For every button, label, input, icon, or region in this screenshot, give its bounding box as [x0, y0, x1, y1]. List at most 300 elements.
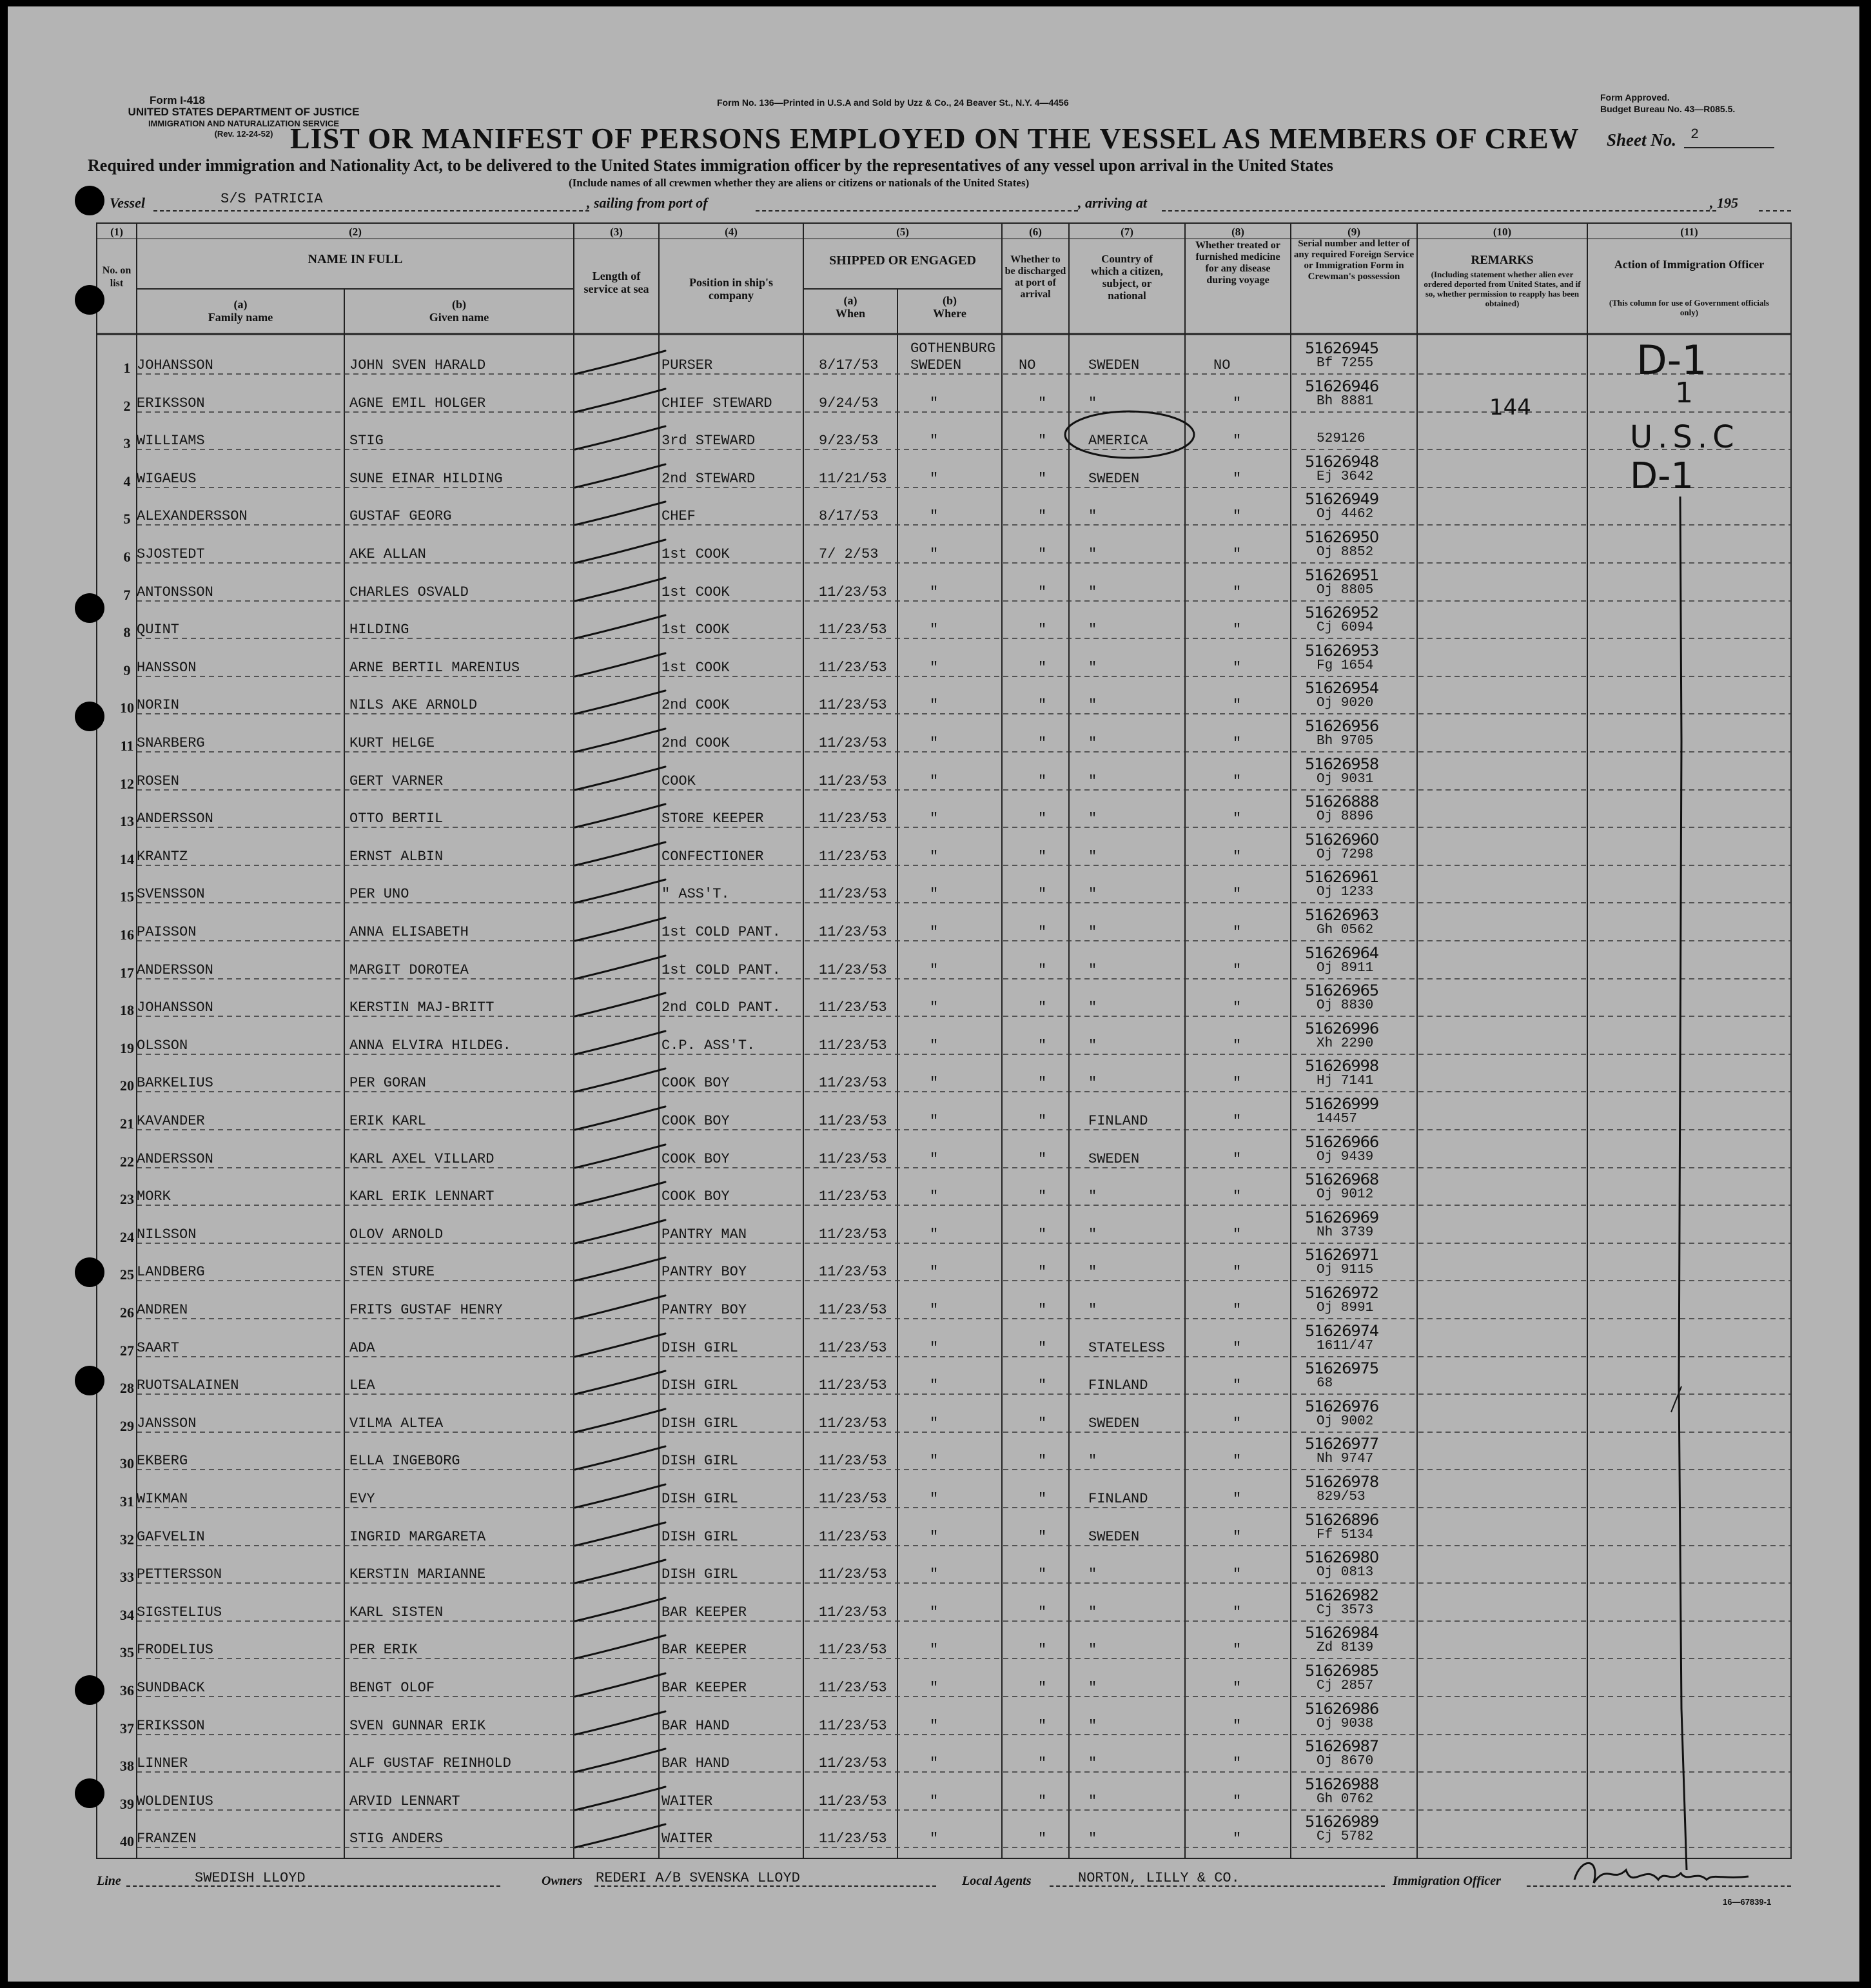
col5-header: SHIPPED OR ENGAGED: [829, 253, 976, 268]
service-slash: [575, 426, 665, 449]
discharge: ": [1038, 1642, 1047, 1658]
table-row: [8, 1130, 1859, 1168]
service-slash: [575, 804, 665, 827]
country: ": [1088, 1264, 1097, 1280]
position: 1st COOK: [661, 546, 730, 562]
col10-note: (Including statement whether alien ever ordered deported from United States, and if so, whether permission to reapply has been obtained): [1424, 270, 1581, 308]
shipped-when: 11/23/53: [819, 1755, 887, 1771]
discharge: ": [1038, 886, 1047, 902]
family-name: JANSSON: [137, 1415, 197, 1432]
binder-hole: [75, 702, 104, 731]
given-name: KARL ERIK LENNART: [349, 1188, 495, 1205]
given-name: ANNA ELISABETH: [349, 924, 469, 940]
position: PANTRY MAN: [661, 1226, 747, 1243]
position: WAITER: [661, 1831, 713, 1847]
table-row: [8, 979, 1859, 1016]
discharge: ": [1038, 962, 1047, 978]
table-row: [8, 564, 1859, 601]
shipped-where: ": [930, 1453, 939, 1469]
position: DISH GIRL: [661, 1415, 738, 1432]
row-number: 20: [120, 1078, 134, 1094]
agents-value: NORTON, LILLY & CO.: [1078, 1870, 1240, 1886]
form-subtitle-note: (Include names of all crewmen whether they are aliens or citizens or nationals of the United States): [569, 177, 1030, 189]
medicine: ": [1233, 1529, 1242, 1545]
table-row: [8, 1054, 1859, 1092]
discharge: ": [1038, 1566, 1047, 1582]
position: WAITER: [661, 1793, 713, 1809]
service-slash: [575, 1371, 665, 1394]
discharge: ": [1038, 1793, 1047, 1809]
country: ": [1088, 622, 1097, 638]
service-slash: [575, 464, 665, 487]
country: FINLAND: [1088, 1491, 1148, 1507]
family-name: WIGAEUS: [137, 471, 197, 487]
family-name: SVENSSON: [137, 886, 205, 902]
position: 1st COOK: [661, 622, 730, 638]
col2-number: (2): [349, 226, 362, 238]
medicine: ": [1233, 697, 1242, 713]
agents-label: Local Agents: [962, 1874, 1032, 1888]
family-name: SAART: [137, 1340, 180, 1356]
revision-date: (Rev. 12-24-52): [214, 129, 273, 139]
form-approved: Form Approved.: [1600, 92, 1670, 103]
serial-number: 51626985: [1305, 1662, 1379, 1680]
service-slash: [575, 351, 665, 374]
given-name: BENGT OLOF: [349, 1680, 435, 1696]
serial-number: 51626982: [1305, 1586, 1379, 1604]
discharge: ": [1038, 1151, 1047, 1167]
country: ": [1088, 584, 1097, 600]
position: BAR HAND: [661, 1755, 730, 1771]
service-slash: [575, 389, 665, 412]
table-row: [8, 903, 1859, 941]
table-row: [8, 601, 1859, 638]
service-slash: [575, 1295, 665, 1319]
col5-number: (5): [896, 226, 909, 238]
discharge: ": [1038, 1529, 1047, 1545]
shipped-where: ": [930, 1529, 939, 1545]
given-name: KERSTIN MAJ-BRITT: [349, 999, 495, 1016]
certificate: Oj 1233: [1317, 885, 1374, 900]
country: ": [1088, 773, 1097, 789]
shipped-when: 11/23/53: [819, 1188, 887, 1205]
col8-number: (8): [1231, 226, 1244, 238]
discharge: ": [1038, 1038, 1047, 1054]
service-slash: [575, 653, 665, 676]
shipped-where: ": [930, 622, 939, 638]
given-name: PER GORAN: [349, 1075, 426, 1091]
country: ": [1088, 1566, 1097, 1582]
shipped-when: 11/23/53: [819, 697, 887, 713]
country: FINLAND: [1088, 1113, 1148, 1129]
table-row: [8, 1508, 1859, 1546]
position: BAR HAND: [661, 1718, 730, 1734]
given-name: MARGIT DOROTEA: [349, 962, 469, 978]
table-row: [8, 676, 1859, 714]
service-slash: [575, 729, 665, 752]
given-name: ELLA INGEBORG: [349, 1453, 460, 1469]
service-name: IMMIGRATION AND NATURALIZATION SERVICE: [148, 119, 340, 128]
position: 2nd COLD PANT.: [661, 999, 781, 1016]
row-number: 29: [120, 1418, 134, 1434]
shipped-when: 11/23/53: [819, 1529, 887, 1545]
family-name: LANDBERG: [137, 1264, 205, 1280]
row-number: 16: [120, 927, 134, 943]
line-label: Line: [97, 1874, 121, 1888]
shipped-when: 11/23/53: [819, 1264, 887, 1280]
family-name: ANDERSSON: [137, 962, 213, 978]
table-row: [8, 1621, 1859, 1658]
line-value: SWEDISH LLOYD: [195, 1870, 306, 1886]
table-row: [8, 1659, 1859, 1697]
row-number: 32: [120, 1531, 134, 1548]
shipped-when: 7/ 2/53: [819, 546, 879, 562]
given-name: NILS AKE ARNOLD: [349, 697, 478, 713]
shipped-when: 9/23/53: [819, 433, 879, 449]
medicine: ": [1233, 1793, 1242, 1809]
certificate: Cj 6094: [1317, 620, 1374, 635]
shipped-when: 11/23/53: [819, 1226, 887, 1243]
certificate: Zd 8139: [1317, 1640, 1374, 1655]
col1-header: No. on list: [102, 265, 132, 289]
given-name: ERNST ALBIN: [349, 849, 444, 865]
given-name: PER UNO: [349, 886, 409, 902]
sailing-label: , sailing from port of: [587, 195, 708, 211]
country: ": [1088, 1642, 1097, 1658]
row-number: 27: [120, 1343, 134, 1359]
family-name: NILSSON: [137, 1226, 197, 1243]
family-name: SJOSTEDT: [137, 546, 205, 562]
discharge: ": [1038, 1377, 1047, 1393]
certificate: 1611/47: [1317, 1339, 1374, 1353]
shipped-when: 11/23/53: [819, 1831, 887, 1847]
position: 1st COLD PANT.: [661, 924, 781, 940]
position: CHIEF STEWARD: [661, 395, 772, 411]
col2-header: NAME IN FULL: [308, 252, 403, 266]
manifest-sheet: [8, 6, 1859, 1982]
row-number: 14: [120, 851, 134, 867]
service-slash: [575, 767, 665, 790]
given-name: GERT VARNER: [349, 773, 444, 789]
serial-number: 51626999: [1305, 1095, 1379, 1113]
table-row: [8, 941, 1859, 979]
discharge: ": [1038, 1491, 1047, 1507]
vessel-label: Vessel: [110, 195, 145, 211]
table-row: [8, 753, 1859, 790]
country: ": [1088, 1793, 1097, 1809]
serial-number: 51626966: [1305, 1133, 1379, 1151]
discharge: ": [1038, 999, 1047, 1016]
country: ": [1088, 697, 1097, 713]
table-row: [8, 714, 1859, 752]
table-row: [8, 1281, 1859, 1319]
shipped-where: ": [930, 433, 939, 449]
service-slash: [575, 502, 665, 525]
serial-number: 51626964: [1305, 944, 1379, 962]
country: ": [1088, 508, 1097, 524]
given-name: JOHN SVEN HARALD: [349, 357, 486, 373]
certificate: Oj 8670: [1317, 1754, 1374, 1769]
given-name: STEN STURE: [349, 1264, 435, 1280]
row-number: 33: [120, 1569, 134, 1585]
service-slash: [575, 1220, 665, 1243]
shipped-where: ": [930, 962, 939, 978]
shipped-where: ": [930, 1188, 939, 1205]
service-slash: [575, 993, 665, 1016]
row-number: 31: [120, 1493, 134, 1510]
medicine: ": [1233, 1415, 1242, 1432]
certificate: Nh 9747: [1317, 1452, 1374, 1466]
row-number: 11: [120, 738, 134, 754]
discharge: ": [1038, 1264, 1047, 1280]
col10-number: (10): [1493, 226, 1512, 238]
given-name: CHARLES OSVALD: [349, 584, 469, 600]
action-one: 1: [1675, 377, 1693, 409]
binder-hole: [75, 186, 104, 215]
shipped-when: 11/23/53: [819, 735, 887, 751]
serial-number: 51626969: [1305, 1208, 1379, 1226]
col2a-header: (a) Family name: [208, 298, 273, 324]
table-row: [8, 1584, 1859, 1621]
row-number: 5: [123, 511, 131, 527]
shipped-when: 11/23/53: [819, 1566, 887, 1582]
discharge: ": [1038, 1113, 1047, 1129]
row-number: 36: [120, 1682, 134, 1698]
shipped-where: ": [930, 924, 939, 940]
serial-number: 51626958: [1305, 755, 1379, 773]
medicine: ": [1233, 1302, 1242, 1318]
shipped-when: 11/23/53: [819, 1377, 887, 1393]
shipped-where: ": [930, 1340, 939, 1356]
certificate: Oj 8911: [1317, 961, 1374, 976]
discharge: ": [1038, 1075, 1047, 1091]
service-slash: [575, 1560, 665, 1583]
position: BAR KEEPER: [661, 1604, 747, 1620]
row-number: 23: [120, 1191, 134, 1207]
line-rule: [126, 1885, 500, 1887]
shipped-where: ": [930, 471, 939, 487]
table-row: [8, 337, 1859, 374]
shipped-when: 11/23/53: [819, 773, 887, 789]
medicine: ": [1233, 1038, 1242, 1054]
country: ": [1088, 1680, 1097, 1696]
col7-number: (7): [1121, 226, 1133, 238]
shipped-where: ": [930, 811, 939, 827]
given-name: ERIK KARL: [349, 1113, 426, 1129]
certificate: Hj 7141: [1317, 1074, 1374, 1088]
medicine: ": [1233, 584, 1242, 600]
service-slash: [575, 1182, 665, 1205]
col5a-header: (a) When: [835, 294, 865, 320]
country: ": [1088, 1453, 1097, 1469]
serial-number: 51626953: [1305, 642, 1379, 660]
country: ": [1088, 811, 1097, 827]
shipped-where: ": [930, 1793, 939, 1809]
discharge: ": [1038, 849, 1047, 865]
table-row: [8, 1697, 1859, 1735]
shipped-when: 11/23/53: [819, 1415, 887, 1432]
given-name: KARL SISTEN: [349, 1604, 444, 1620]
position: " ASS'T.: [661, 886, 730, 902]
discharge: ": [1038, 1453, 1047, 1469]
row-number: 8: [123, 624, 131, 640]
medicine: ": [1233, 1718, 1242, 1734]
shipped-when: 9/24/53: [819, 395, 879, 411]
row-number: 37: [120, 1720, 134, 1737]
service-slash: [575, 1824, 665, 1847]
table-row: [8, 1470, 1859, 1508]
family-name: MORK: [137, 1188, 171, 1205]
shipped-when: 11/23/53: [819, 1113, 887, 1129]
col5b-header: (b) Where: [933, 294, 966, 320]
certificate: Oj 8852: [1317, 545, 1374, 560]
shipped-when: 8/17/53: [819, 508, 879, 524]
medicine: ": [1233, 1340, 1242, 1356]
service-checkmarks: [543, 329, 704, 1876]
binder-hole: [75, 593, 104, 623]
row-number: 4: [123, 473, 131, 489]
row-number: 7: [123, 587, 131, 603]
form-title: LIST OR MANIFEST OF PERSONS EMPLOYED ON THE VESSEL AS MEMBERS OF CREW: [290, 122, 1580, 155]
position: COOK BOY: [661, 1188, 730, 1205]
family-name: QUINT: [137, 622, 180, 638]
sheet-no-value: 2: [1690, 126, 1700, 143]
country: ": [1088, 660, 1097, 676]
certificate: Xh 2290: [1317, 1036, 1374, 1051]
row-number: 38: [120, 1758, 134, 1774]
service-slash: [575, 1257, 665, 1281]
medicine: ": [1233, 622, 1242, 638]
service-slash: [575, 1068, 665, 1092]
binder-hole: [75, 1366, 104, 1395]
medicine: ": [1233, 811, 1242, 827]
certificate: 529126: [1317, 431, 1366, 446]
shipped-when: 11/23/53: [819, 1491, 887, 1507]
family-name: ERIKSSON: [137, 1718, 205, 1734]
given-name: KURT HELGE: [349, 735, 435, 751]
position: CHEF: [661, 508, 696, 524]
position: BAR KEEPER: [661, 1680, 747, 1696]
medicine: ": [1233, 433, 1242, 449]
position: DISH GIRL: [661, 1377, 738, 1393]
given-name: KERSTIN MARIANNE: [349, 1566, 486, 1582]
position: PURSER: [661, 357, 713, 373]
family-name: SNARBERG: [137, 735, 205, 751]
table-row: [8, 1092, 1859, 1130]
shipped-when: 11/23/53: [819, 1340, 887, 1356]
family-name: BARKELIUS: [137, 1075, 213, 1091]
discharge: ": [1038, 1226, 1047, 1243]
row-number: 12: [120, 776, 134, 792]
shipped-where: ": [930, 999, 939, 1016]
discharge: ": [1038, 660, 1047, 676]
given-name: ALF GUSTAF REINHOLD: [349, 1755, 511, 1771]
medicine: ": [1233, 1453, 1242, 1469]
action-usc: U.S.C: [1630, 419, 1739, 455]
serial-number: 51626954: [1305, 679, 1379, 697]
shipped-where: ": [930, 735, 939, 751]
row-number: 22: [120, 1154, 134, 1170]
department-name: UNITED STATES DEPARTMENT OF JUSTICE: [128, 106, 360, 118]
given-name: HILDING: [349, 622, 409, 638]
table-row: [8, 487, 1859, 525]
binder-hole: [75, 285, 104, 315]
shipped-where: ": [930, 1151, 939, 1167]
family-name: PETTERSSON: [137, 1566, 222, 1582]
table-row: [8, 639, 1859, 676]
serial-number: 51626975: [1305, 1359, 1379, 1377]
col10-header: REMARKS: [1471, 253, 1534, 267]
country: ": [1088, 962, 1097, 978]
certificate: Oj 8991: [1317, 1301, 1374, 1315]
col11-note: (This column for use of Government officials only): [1609, 298, 1770, 317]
country: FINLAND: [1088, 1377, 1148, 1393]
family-name: WIKMAN: [137, 1491, 188, 1507]
country: ": [1088, 999, 1097, 1016]
service-slash: [575, 1409, 665, 1432]
medicine: ": [1233, 1604, 1242, 1620]
certificate: Oj 8830: [1317, 998, 1374, 1013]
table-row: [8, 865, 1859, 903]
owners-rule: [594, 1885, 936, 1887]
form-code: 16—67839-1: [1723, 1897, 1772, 1907]
service-slash: [575, 1107, 665, 1130]
action-bracket-line: [1658, 484, 1710, 1876]
family-name: KAVANDER: [137, 1113, 205, 1129]
certificate: Oj 7298: [1317, 847, 1374, 862]
shipped-where: ": [930, 1755, 939, 1771]
shipped-when: 11/23/53: [819, 1453, 887, 1469]
country: ": [1088, 546, 1097, 562]
certificate: Cj 2857: [1317, 1678, 1374, 1693]
position: PANTRY BOY: [661, 1264, 747, 1280]
certificate: Oj 9115: [1317, 1263, 1374, 1277]
sheet-no-label: Sheet No.: [1607, 130, 1676, 150]
family-name: SIGSTELIUS: [137, 1604, 222, 1620]
family-name: EKBERG: [137, 1453, 188, 1469]
discharge: ": [1038, 1340, 1047, 1356]
country: ": [1088, 1604, 1097, 1620]
discharge: ": [1038, 433, 1047, 449]
family-name: NORIN: [137, 697, 180, 713]
given-name: SVEN GUNNAR ERIK: [349, 1718, 486, 1734]
row-number: 9: [123, 662, 131, 678]
family-name: ANDERSSON: [137, 811, 213, 827]
service-slash: [575, 1446, 665, 1470]
serial-number: 51626896: [1305, 1511, 1379, 1529]
shipped-when: 11/23/53: [819, 886, 887, 902]
country: ": [1088, 1188, 1097, 1205]
discharge: ": [1038, 1831, 1047, 1847]
col9-number: (9): [1347, 226, 1360, 238]
family-name: PAISSON: [137, 924, 197, 940]
table-row: [8, 1243, 1859, 1281]
family-name: LINNER: [137, 1755, 188, 1771]
shipped-where: ": [930, 1642, 939, 1658]
certificate: Gh 0562: [1317, 923, 1374, 938]
table-row: [8, 828, 1859, 865]
medicine: ": [1233, 1642, 1242, 1658]
discharge: ": [1038, 508, 1047, 524]
shipped-where: ": [930, 1831, 939, 1847]
country: SWEDEN: [1088, 471, 1140, 487]
country: ": [1088, 1302, 1097, 1318]
certificate: Ej 3642: [1317, 469, 1374, 484]
medicine: ": [1233, 471, 1242, 487]
certificate: 68: [1317, 1376, 1333, 1391]
certificate: Cj 3573: [1317, 1603, 1374, 1618]
family-name: ERIKSSON: [137, 395, 205, 411]
